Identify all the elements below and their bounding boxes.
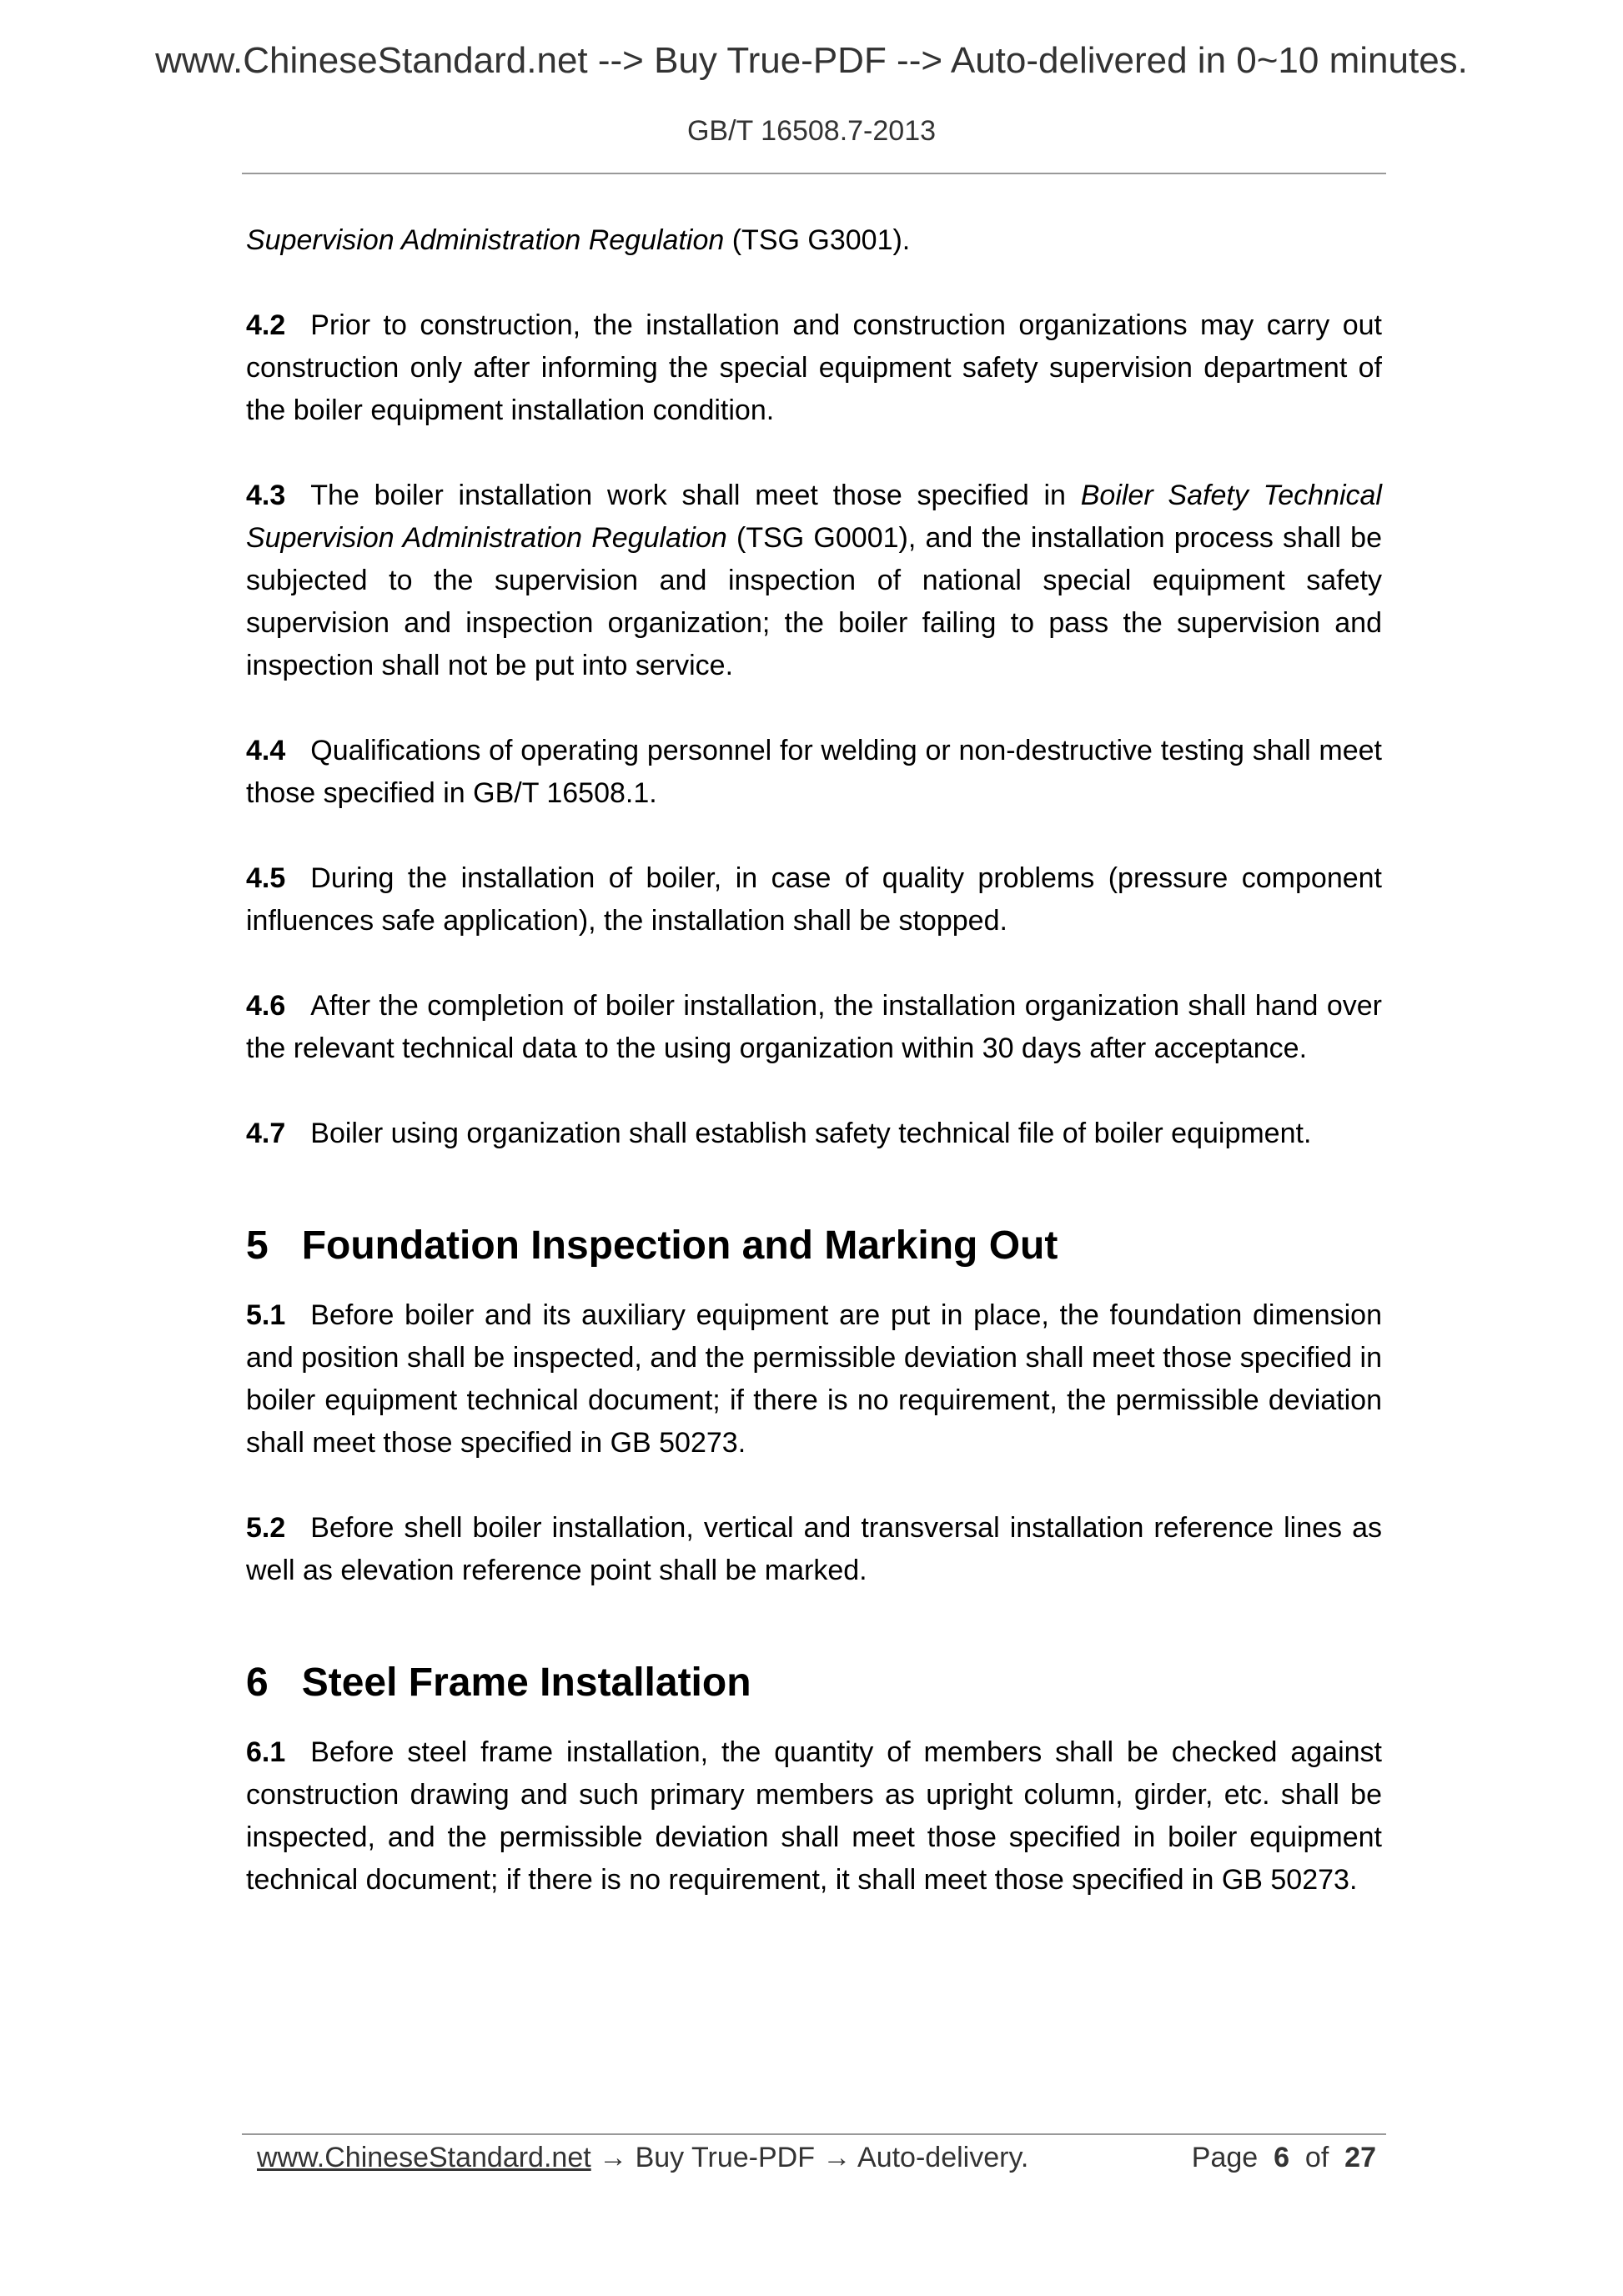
clause-5-2 (246, 1507, 1382, 1592)
clause-text: Prior to construction, the installation and construction organizations may carry out construction only after informing the special equipment safety supervision department of the boiler equipment installation condition. (246, 309, 1382, 426)
clause-number: 5.2 (246, 1512, 286, 1544)
clause-4-6 (246, 985, 1382, 1070)
clause-number: 4.6 (246, 990, 286, 1022)
clause-number: 6.1 (246, 1736, 286, 1768)
clause-5-1 (246, 1294, 1382, 1465)
clause-6-1 (246, 1731, 1382, 1902)
page-word: Page (1191, 2142, 1259, 2173)
clause-number: 4.5 (246, 862, 286, 894)
footer-promo (257, 2142, 1028, 2174)
clause-number: 4.4 (246, 735, 286, 766)
page-total: 27 (1344, 2142, 1376, 2173)
document-code: GB/T 16508.7-2013 (686, 115, 937, 147)
clause-4-7 (246, 1113, 1382, 1155)
section-title: Steel Frame Installation (301, 1660, 751, 1705)
clause-text: Before shell boiler installation, vertical and transversal installation reference lines as well as elevation reference point shall be marked. (246, 1512, 1382, 1586)
footer-site-link[interactable]: www.ChineseStandard.net (257, 2142, 591, 2173)
clause-4-5 (246, 857, 1382, 942)
clause-text: Qualifications of operating personnel for welding or non-destructive testing shall meet those specified in GB/T 16508.1. (246, 735, 1382, 809)
clause-text: (TSG G0001), and the installation process shall be subjected to the supervision and inspection of national special equipment safety supervision and inspection organization; the boiler failing to pass the supervision and inspection shall not be put into service. (246, 522, 1382, 681)
section-number: 5 (246, 1223, 269, 1268)
clause-number: 4.3 (246, 480, 286, 511)
section-heading-5 (246, 1221, 1382, 1271)
footer-rule (242, 2133, 1386, 2135)
of-word: of (1304, 2142, 1329, 2173)
clause-number: 4.7 (246, 1118, 286, 1149)
page-number: 6 (1274, 2142, 1289, 2173)
page-indicator (1192, 2142, 1376, 2174)
top-banner: www.ChineseStandard.net --> Buy True-PDF --> Auto-delivered in 0~10 minutes. (155, 40, 1468, 81)
clause-text: During the installation of boiler, in case of quality problems (pressure component influences safe application), the installation shall be stopped. (246, 862, 1382, 937)
footer-delivery-text: Auto-delivery. (857, 2142, 1029, 2173)
clause-text: Boiler using organization shall establish safety technical file of boiler equipment. (310, 1118, 1312, 1149)
section-number: 6 (246, 1660, 269, 1705)
header-rule (242, 173, 1386, 174)
regulation-title: Boiler Safety Technical Supervision Administration Regulation (246, 480, 1382, 554)
footer-buy-text: Buy True-PDF (635, 2142, 815, 2173)
arrow-icon: → (814, 2142, 858, 2173)
clause-4-3 (246, 475, 1382, 687)
section-heading-6 (246, 1658, 1382, 1708)
regulation-title: Supervision Administration Regulation (246, 224, 725, 256)
clause-text: The boiler installation work shall meet those specified in (310, 480, 1081, 511)
arrow-icon: → (590, 2142, 636, 2173)
clause-text: Before steel frame installation, the quantity of members shall be checked against construction drawing and such primary members as upright column, girder, etc. shall be inspected, and the permissible deviation shall meet those specified in boiler equipment technical document; if there is no requirement, it shall meet those specified in GB 50273. (246, 1736, 1382, 1896)
clause-4-4 (246, 730, 1382, 815)
clause-number: 5.1 (246, 1299, 286, 1331)
clause-text: Before boiler and its auxiliary equipment are put in place, the foundation dimension and position shall be inspected, and the permissible deviation shall meet those specified in boiler equipment technical document; if there is no requirement, the permissible deviation shall meet those specified in GB 50273. (246, 1299, 1382, 1459)
document-body (246, 219, 1382, 1902)
section-title: Foundation Inspection and Marking Out (301, 1223, 1058, 1268)
clause-4-2 (246, 304, 1382, 432)
clause-text: After the completion of boiler installation, the installation organization shall hand over the relevant technical data to the using organization within 30 days after acceptance. (246, 990, 1382, 1064)
clause-number: 4.2 (246, 309, 286, 341)
continuation-paragraph: Supervision Administration Regulation (TSG G3001). (246, 224, 911, 256)
